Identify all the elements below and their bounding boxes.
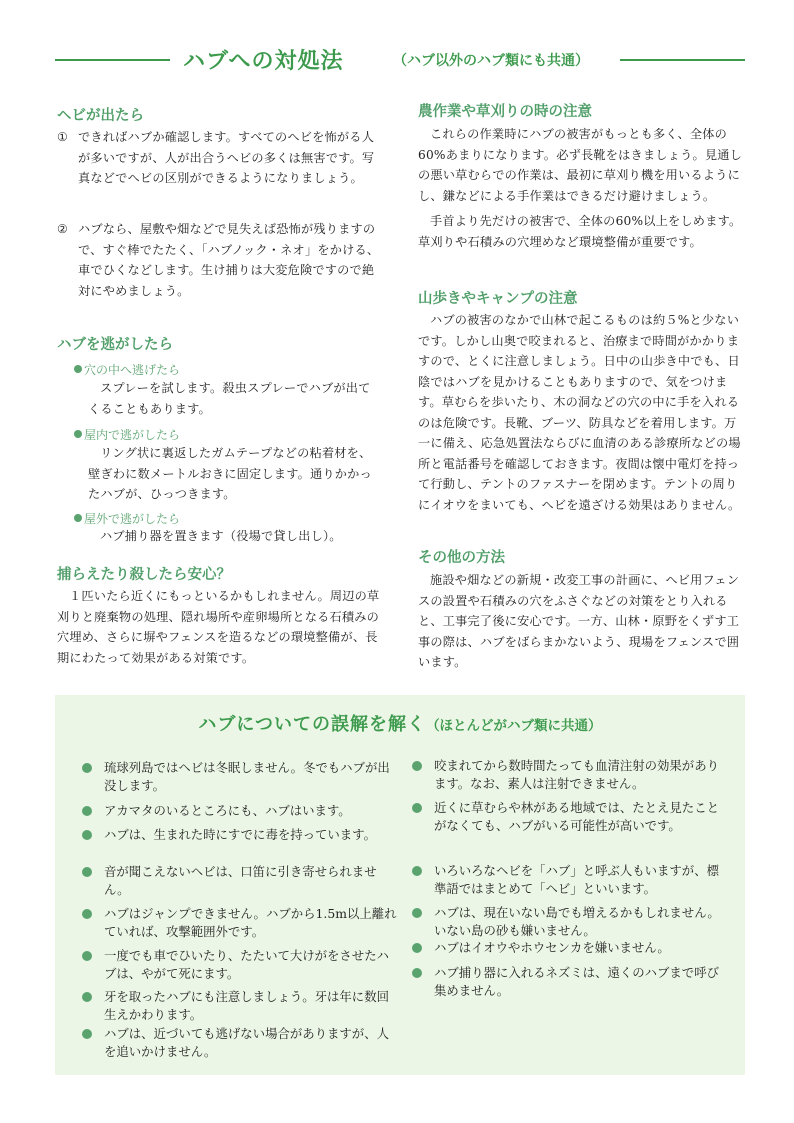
myth-text: 一度でも車でひいたり、たたいて大けがをさせたハブは、やがて死にます。 [104, 948, 389, 981]
subheading-indoor-label: 屋内で逃がしたら [84, 428, 181, 442]
myth-text: ハブは、生まれた時にすでに毒を持っています。 [104, 827, 376, 842]
escaped-text-hole: スプレーを試します。殺虫スプレーでハブが出てくることもあります。 [88, 381, 371, 416]
subheading-outdoor [74, 510, 180, 527]
myth-item [80, 863, 400, 898]
myth-item [410, 904, 730, 939]
bullet-dot-icon [82, 909, 92, 919]
item-number-1: ① [57, 130, 68, 144]
bullet-dot-icon [82, 992, 92, 1002]
myth-text: アカマタのいるところにも、ハブはいます。 [104, 803, 351, 818]
subheading-hole-label: 穴の中へ逃げたら [84, 363, 181, 377]
bullet-dot-icon [412, 943, 422, 953]
hiking-text: ハブの被害のなかで山林で起こるものは約５%と少ないです。しかし山奥で咬まれると、治療まで時間がかかりますので、とくに注意しましょう。日中の山歩き中でも、日陰ではハブを見かけることもありますので、気をつけます。草むらを歩いたり、木の洞などの穴の中に手を入れるのは危険です。長靴、ブーツ、防具などを着用します。万一に備え、応急処置法ならびに血清のある診療所などの場所と電話番号を確認しておきます。夜間は懐中電灯を持って行動し、テントのファスナーを閉めます。テントの周りにイオウをまいても、ヘビを遠ざける効果はありません。 [418, 313, 741, 512]
heading-farming: 農作業や草刈りの時の注意 [418, 104, 592, 120]
myth-text: ハブはイオウやホウセンカを嫌いません。 [434, 940, 670, 955]
caught-text: １匹いたら近くにもっといるかもしれません。周辺の草刈りと廃棄物の処理、隠れ場所や産卵場所となる石積みの穴埋め、さらに塀やフェンスを造るなどの環境整備が、長期にわたって効果がある対策です。 [57, 589, 380, 665]
other-text: 施設や畑などの新規・改変工事の計画に、ヘビ用フェンスの設置や石積みの穴をふさぐなどの対策をとり入れると、工事完了後に安心です。一方、山林・原野をくずす工事の際は、ハブをばらまかないよう、現場をフェンスで囲います。 [418, 573, 740, 669]
myths-title-main: ハブについての誤解を解く [198, 714, 427, 735]
bullet-dot-icon [82, 1029, 92, 1039]
myth-text: 音が聞こえないヘビは、口笛に引き寄せられません。 [104, 864, 377, 897]
myth-text: ハブは、現在いない島でも増えるかもしれません。いない島の砂も嫌いません。 [434, 905, 720, 938]
bullet-dot-icon [412, 866, 422, 876]
title-rule-right [620, 59, 745, 61]
bullet-dot-icon [82, 806, 92, 816]
item-number-2: ② [57, 222, 68, 236]
myth-text: 牙を取ったハブにも注意しましょう。牙は年に数回生えかわります。 [104, 989, 389, 1022]
escaped-text-indoor: リング状に裏返したガムテープなどの粘着材を、壁ぎわに数メートルおきに固定します。通りかかったハブが、ひっつきます。 [88, 446, 372, 501]
bullet-dot-icon [412, 908, 422, 918]
subheading-indoor [74, 426, 180, 443]
myth-item [410, 757, 730, 792]
bullet-dot-icon [82, 951, 92, 961]
farming-text-1: これらの作業時にハブの被害がもっとも多く、全体の60%あまりになります。必ず長靴をはきましょう。見通しの悪い草むらでの作業は、最初に草刈り機を用いるようにし、鎌などによる手作業はできるだけ避けましょう。 [418, 127, 743, 203]
page-subtitle: （ハブ以外のハブ類にも共通） [393, 53, 589, 69]
myth-text: 咬まれてから数時間たっても血清注射の効果があります。なお、素人は注射できません。 [434, 758, 719, 791]
myth-text: ハブ捕り器に入れるネズミは、遠くのハブまで呼び集めません。 [434, 965, 719, 998]
heading-escaped: ハブを逃がしたら [57, 337, 173, 353]
heading-caught: 捕らえたり殺したら安心？ [57, 567, 231, 583]
bullet-dot-icon [74, 365, 82, 373]
bullet-dot-icon [412, 803, 422, 813]
bullet-dot-icon [412, 968, 422, 978]
bullet-dot-icon [74, 514, 82, 522]
subheading-hole [74, 361, 180, 378]
heading-other: その他の方法 [418, 550, 505, 566]
page-title: ハブへの対処法 [183, 49, 344, 74]
appears-item-2: ハブなら、屋敷や畑などで見失えば恐怖が残りますので、すぐ棒でたたく、「ハブノック・ネオ」をかける、車でひくなどします。生け捕りは大変危険ですので絶対にやめましょう。 [78, 222, 380, 298]
myths-box [55, 695, 745, 1075]
subheading-outdoor-label: 屋外で逃がしたら [84, 512, 181, 526]
appears-item-1: できればハブか確認します。すべてのヘビを怖がる人が多いですが、人が出合うヘビの多くは無害です。写真などでヘビの区別ができるようになりましょう。 [78, 130, 375, 185]
bullet-dot-icon [412, 761, 422, 771]
myth-item [410, 799, 730, 834]
myth-item [80, 826, 400, 844]
myth-item [410, 964, 730, 999]
title-rule-left [55, 59, 170, 61]
myth-item [80, 759, 400, 794]
myths-title [55, 710, 745, 736]
myth-item [80, 988, 400, 1023]
farming-text-2: 手首より先だけの被害で、全体の60%以上をしめます。草刈りや石積みの穴埋めなど環境整備が重要です。 [418, 214, 742, 249]
myth-item [410, 862, 730, 897]
bullet-dot-icon [82, 830, 92, 840]
myth-text: 近くに草むらや林がある地域では、たとえ見たことがなくても、ハブがいる可能性が高いです。 [434, 800, 719, 833]
myth-item [80, 947, 400, 982]
bullet-dot-icon [82, 867, 92, 877]
myth-text: ハブはジャンプできません。ハブから1.5m以上離れていれば、攻撃範囲外です。 [104, 906, 397, 939]
myth-text: ハブは、近づいても逃げない場合がありますが、人を追いかけません。 [104, 1026, 389, 1059]
myth-text: いろいろなヘビを「ハブ」と呼ぶ人もいますが、標準語ではまとめて「ヘビ」といいます。 [434, 863, 719, 896]
escaped-text-outdoor: ハブ捕り器を置きます（役場で貸し出し）。 [100, 529, 342, 543]
myth-text: 琉球列島ではヘビは冬眠しません。冬でもハブが出没します。 [104, 760, 390, 793]
heading-snake-appears: ヘビが出たら [57, 108, 144, 124]
myths-title-sub: （ほとんどがハブ類に共通） [426, 718, 602, 734]
myth-item [80, 802, 400, 820]
page-title-bar [55, 44, 745, 78]
bullet-dot-icon [74, 430, 82, 438]
bullet-dot-icon [82, 763, 92, 773]
myth-item [410, 939, 730, 957]
myth-item [80, 905, 400, 940]
myth-item [80, 1025, 400, 1060]
heading-hiking: 山歩きやキャンプの注意 [418, 291, 578, 307]
